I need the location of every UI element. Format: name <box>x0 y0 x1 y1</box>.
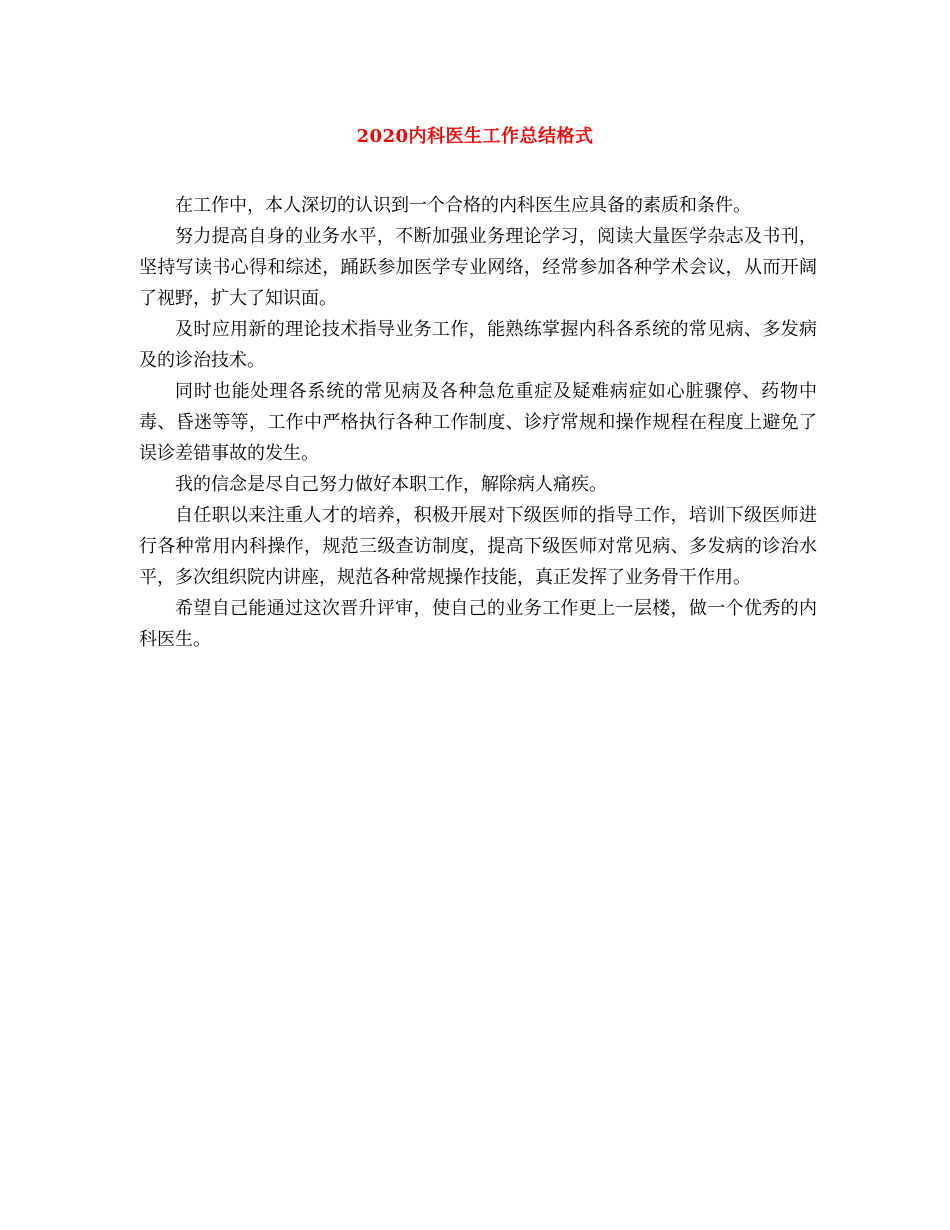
paragraph-5: 我的信念是尽自己努力做好本职工作，解除病人痛疾。 <box>175 474 607 495</box>
document-body <box>139 190 817 655</box>
paragraph-6: 自任职以来注重人才的培养，积极开展对下级医师的指导工作，培训下级医师进行各种常用内科操作，规范三级查访制度，提高下级医师对常见病、多发病的诊治水平，多次组织院内讲座，规范各种常规操作技能，真正发挥了业务骨干作用。 <box>139 505 817 588</box>
paragraph-2: 努力提高自身的业务水平，不断加强业务理论学习，阅读大量医学杂志及书刊，坚持写读书心得和综述，踊跃参加医学专业网络，经常参加各种学术会议，从而开阔了视野，扩大了知识面。 <box>139 226 817 309</box>
document-title: 2020内科医生工作总结格式 <box>356 126 594 147</box>
paragraph-4: 同时也能处理各系统的常见病及各种急危重症及疑难病症如心脏骤停、药物中毒、昏迷等等，工作中严格执行各种工作制度、诊疗常规和操作规程在程度上避免了误诊差错事故的发生。 <box>139 381 817 464</box>
paragraph-3: 及时应用新的理论技术指导业务工作，能熟练掌握内科各系统的常见病、多发病及的诊治技术。 <box>139 319 817 371</box>
paragraph-1: 在工作中，本人深切的认识到一个合格的内科医生应具备的素质和条件。 <box>175 195 751 216</box>
paragraph-7: 希望自己能通过这次晋升评审，使自己的业务工作更上一层楼，做一个优秀的内科医生。 <box>139 598 817 650</box>
